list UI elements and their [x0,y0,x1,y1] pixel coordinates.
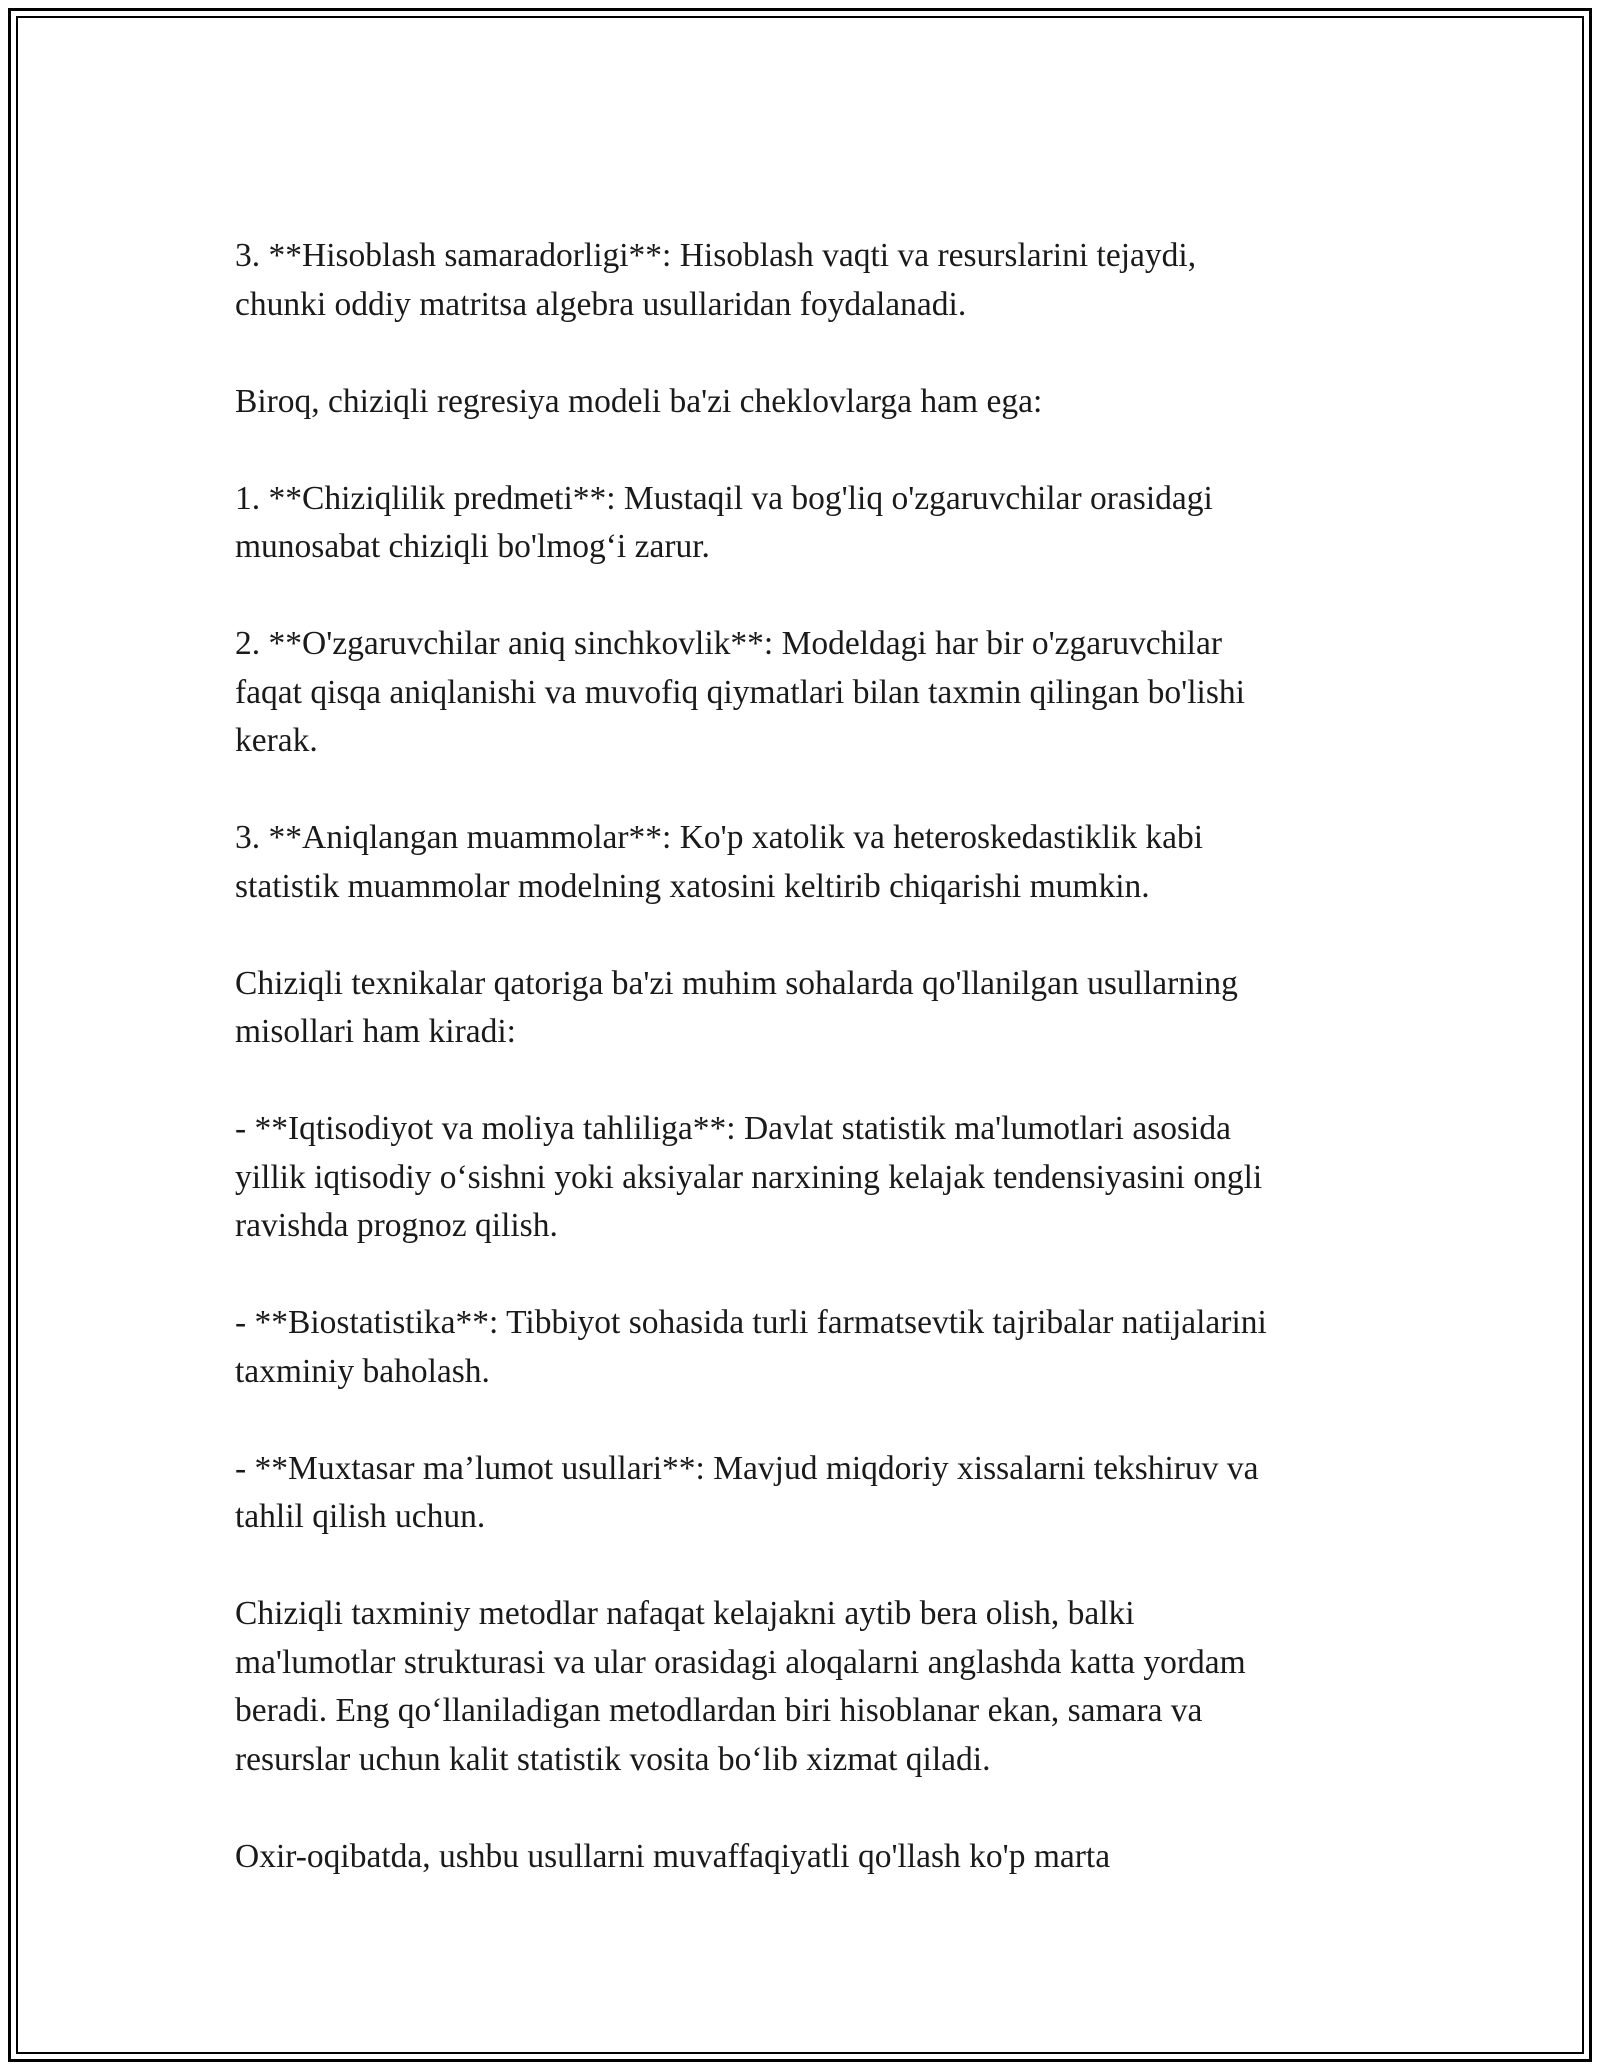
paragraph-variable-precision: 2. **O'zgaruvchilar aniq sinchkovlik**: Modeldagi har bir o'zgaruvchilar faqat qisqa aniqlanishi va muvofiq qiymatlari bilan taxmin qilingan bo'lishi kerak. [235,625,1245,759]
list-item-summary-methods: - **Muxtasar ma’lumot usullari**: Mavjud miqdoriy xissalarni tekshiruv va tahlil qilish uchun. [235,1449,1259,1535]
document-body [235,232,1375,1881]
paragraph-final: Oxir-oqibatda, ushbu usullarni muvaffaqiyatli qo'llash ko'p marta [235,1837,1111,1875]
paragraph-conclusion: Chiziqli taxminiy metodlar nafaqat kelajakni aytib bera olish, balki ma'lumotlar strukturasi va ular orasidagi aloqalarni anglashda katta yordam beradi. Eng qo‘llaniladigan metodlardan biri hisoblanar ekan, samara va resurslar uchun kalit statistik vosita bo‘lib xizmat qiladi. [235,1595,1246,1778]
list-item-biostatistics: - **Biostatistika**: Tibbiyot sohasida turli farmatsevtik tajribalar natijalarini taxminiy baholash. [235,1304,1267,1390]
paragraph-linearity: 1. **Chiziqlilik predmeti**: Mustaqil va bog'liq o'zgaruvchilar orasidagi munosabat chiziqli bo'lmog‘i zarur. [235,479,1213,565]
list-item-economics: - **Iqtisodiyot va moliya tahliliga**: Davlat statistik ma'lumotlari asosida yillik iqtisodiy o‘sishni yoki aksiyalar narxining kelajak tendensiyasini ongli ravishda prognoz qilish. [235,1110,1263,1244]
paragraph-identified-problems: 3. **Aniqlangan muammolar**: Ko'p xatolik va heteroskedastiklik kabi statistik muammolar modelning xatosini keltirib chiqarishi mumkin. [235,819,1204,905]
paragraph-computational-efficiency: 3. **Hisoblash samaradorligi**: Hisoblash vaqti va resurslarini tejaydi, chunki oddiy matritsa algebra usullaridan foydalanadi. [235,237,1197,323]
paragraph-applications-intro: Chiziqli texnikalar qatoriga ba'zi muhim sohalarda qo'llanilgan usullarning misollari ham kiradi: [235,964,1238,1050]
paragraph-limitations-intro: Biroq, chiziqli regresiya modeli ba'zi cheklovlarga ham ega: [235,382,1043,420]
